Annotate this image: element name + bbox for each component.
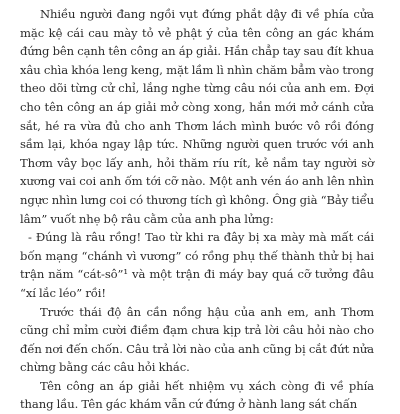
- paragraph-3: Trước thái độ ân cần nồng hậu của anh em, anh Thơm cũng chỉ mỉm cười điềm đạm chưa kịp trả lời câu hỏi nào cho đến nơi đến chốn. Câu trả lời nào của anh cũng bị cắt đứt nửa chừng bằng các câu hỏi khác.: [20, 304, 374, 375]
- paragraph-4: Tên công an áp giải hết nhiệm vụ xách còng đi về phía thang lầu. Tên gác khám vẫn cứ đứng ở hành lang sát chấn: [20, 378, 374, 412]
- paragraph-2-dialogue: - Đúng là râu rồng! Tao từ khi ra đây bị xa mày mà mất cái bốn mạng “chánh vì vương” có rồng phụ thế thành thử bị hai trận năm “cát-sô”¹ và một trận đi máy bay quá cỡ tưởng đâu “xí lắc léo” rồi!: [20, 230, 374, 300]
- paragraph-1: Nhiều người đang ngồi vụt đứng phắt dậy đi về phía cửa mặc kệ cái cau mày tỏ vẻ phật ý của tên công an gác khám đứng bên cạnh tên công an áp giải. Hắn chẳp tay sau đít khua xâu chìa khóa leng keng, mặt lầm lì nhìn chăm bẳm vào trong theo dõi từng cử chỉ, lắng nghe từng câu nói của anh em. Đợi cho tên công an áp giải mở còng xong, hắn mới mở cánh cửa sắt, hé ra vừa đủ cho anh Thơm lách mình bước vô rồi đóng sầm lại, khóa ngay lập tức. Những người quen trước với anh Thơm vây bọc lấy anh, hỏi thăm ríu rít, kẻ nắm tay người sờ xương vai coi anh ốm tới cỡ nào. Một anh vén áo anh lên nhìn ngực nhìn lưng coi có thương tích gì không. Ông già “Bảy tiểu lâm” vuốt nhẹ bộ râu cằm của anh pha lửng:: [20, 7, 374, 226]
